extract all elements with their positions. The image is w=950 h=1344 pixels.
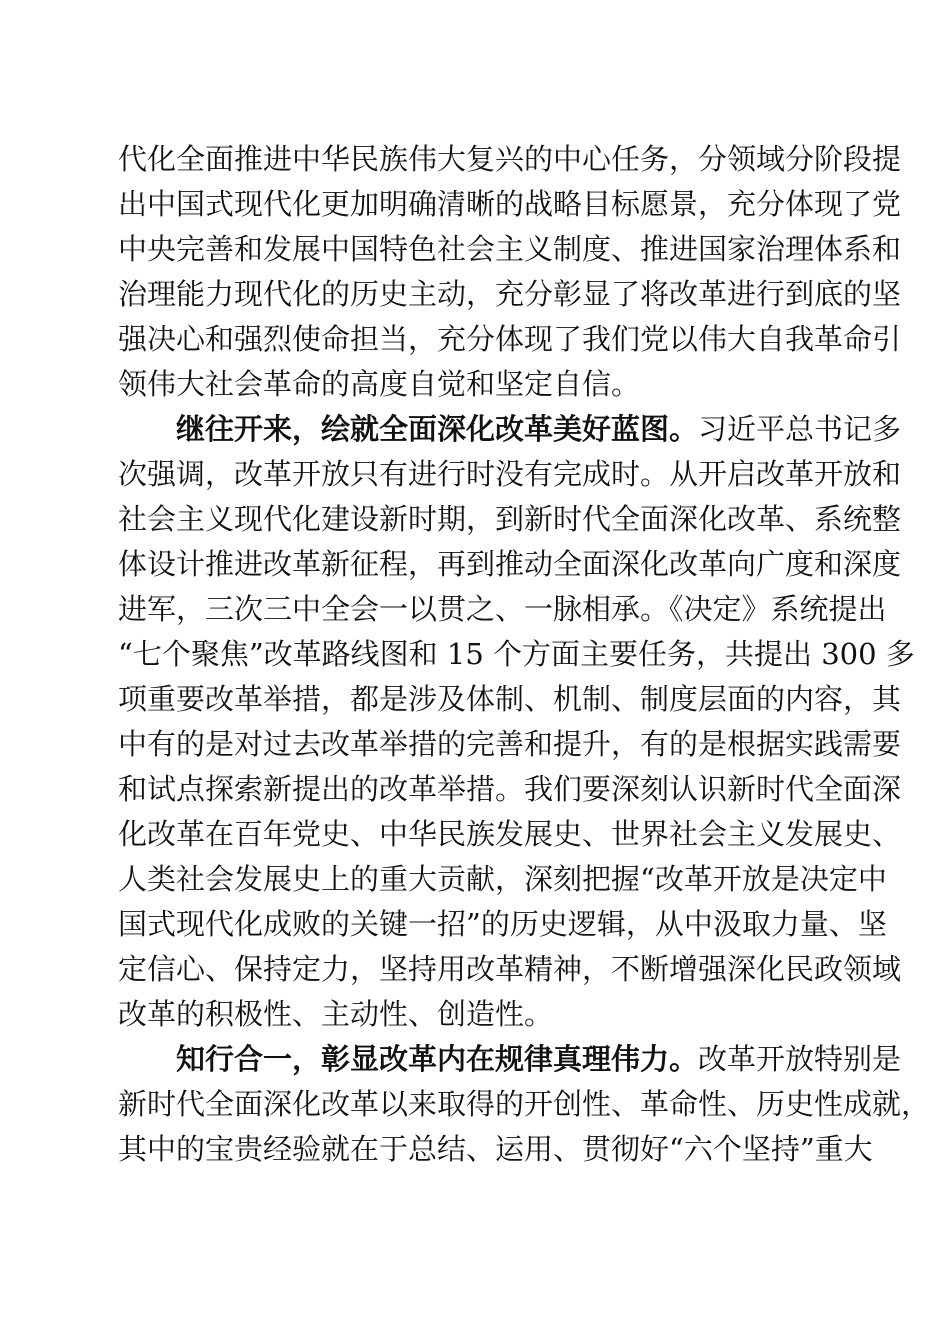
text-line (118, 362, 834, 407)
paragraph-2 (118, 407, 915, 1037)
line-text: 次强调，改革开放只有进行时没有完成时。从开启改革开放和 (118, 457, 902, 491)
line-text: 体设计推进改革新征程，再到推动全面深化改革向广度和深度 (118, 547, 902, 581)
line-text: 国式现代化成败的关键一招”的历史逻辑，从中汲取力量、坚 (118, 907, 887, 941)
text-line (118, 587, 887, 632)
line-text: 习近平总书记多 (698, 412, 902, 446)
text-line (118, 317, 902, 362)
text-line (118, 1082, 931, 1127)
text-line (118, 452, 902, 497)
text-line (118, 542, 902, 587)
text-line (118, 857, 887, 902)
line-text: 人类社会发展史上的重大贡献，深刻把握“改革开放是决定中 (118, 862, 887, 896)
line-text: 其中的宝贵经验就在于总结、运用、贯彻好“六个坚持”重大 (118, 1132, 873, 1166)
text-line (118, 902, 887, 947)
text-line (118, 497, 902, 542)
text-line (118, 182, 902, 227)
line-text: 领伟大社会革命的高度自觉和坚定自信。 (118, 367, 641, 401)
line-text: 出中国式现代化更加明确清晰的战略目标愿景，充分体现了党 (118, 187, 902, 221)
line-text: 项重要改革举措，都是涉及体制、机制、制度层面的内容，其 (118, 682, 902, 716)
line-text: 社会主义现代化建设新时期，到新时代全面深化改革、系统整 (118, 502, 902, 536)
text-line (118, 767, 902, 812)
paragraph-lead: 继往开来，绘就全面深化改革美好蓝图。 (118, 412, 699, 446)
text-line (118, 992, 834, 1037)
text-line (118, 947, 902, 992)
paragraph-3 (118, 1037, 931, 1172)
line-text: 改革开放特别是 (698, 1042, 902, 1076)
text-line (118, 632, 915, 677)
text-line (118, 227, 902, 272)
line-text: 中有的是对过去改革举措的完善和提升，有的是根据实践需要 (118, 727, 902, 761)
line-text: 新时代全面深化改革以来取得的开创性、革命性、历史性成就， (118, 1087, 931, 1121)
line-text: 定信心、保持定力，坚持用改革精神，不断增强深化民政领域 (118, 952, 902, 986)
text-line (118, 1127, 873, 1172)
paragraph-lead: 知行合一，彰显改革内在规律真理伟力。 (118, 1042, 699, 1076)
text-line (118, 272, 902, 317)
text-line (118, 1037, 902, 1082)
text-line (118, 722, 902, 767)
paragraph-1 (118, 137, 902, 407)
line-text: 化改革在百年党史、中华民族发展史、世界社会主义发展史、 (118, 817, 902, 851)
line-text: 和试点探索新提出的改革举措。我们要深刻认识新时代全面深 (118, 772, 902, 806)
document-page (118, 137, 931, 1172)
text-line (118, 137, 902, 182)
line-text: 强决心和强烈使命担当，充分体现了我们党以伟大自我革命引 (118, 322, 902, 356)
line-text: 代化全面推进中华民族伟大复兴的中心任务，分领域分阶段提 (118, 142, 902, 176)
text-line (118, 812, 902, 857)
line-text: 进军，三次三中全会一以贯之、一脉相承。《决定》系统提出 (118, 592, 887, 626)
line-text: 改革的积极性、主动性、创造性。 (118, 997, 554, 1031)
line-text: 中央完善和发展中国特色社会主义制度、推进国家治理体系和 (118, 232, 902, 266)
text-line (118, 677, 902, 722)
text-line (118, 407, 902, 452)
line-text: 治理能力现代化的历史主动，充分彰显了将改革进行到底的坚 (118, 277, 902, 311)
line-text: “七个聚焦”改革路线图和 15 个方面主要任务，共提出 300 多 (118, 637, 915, 671)
